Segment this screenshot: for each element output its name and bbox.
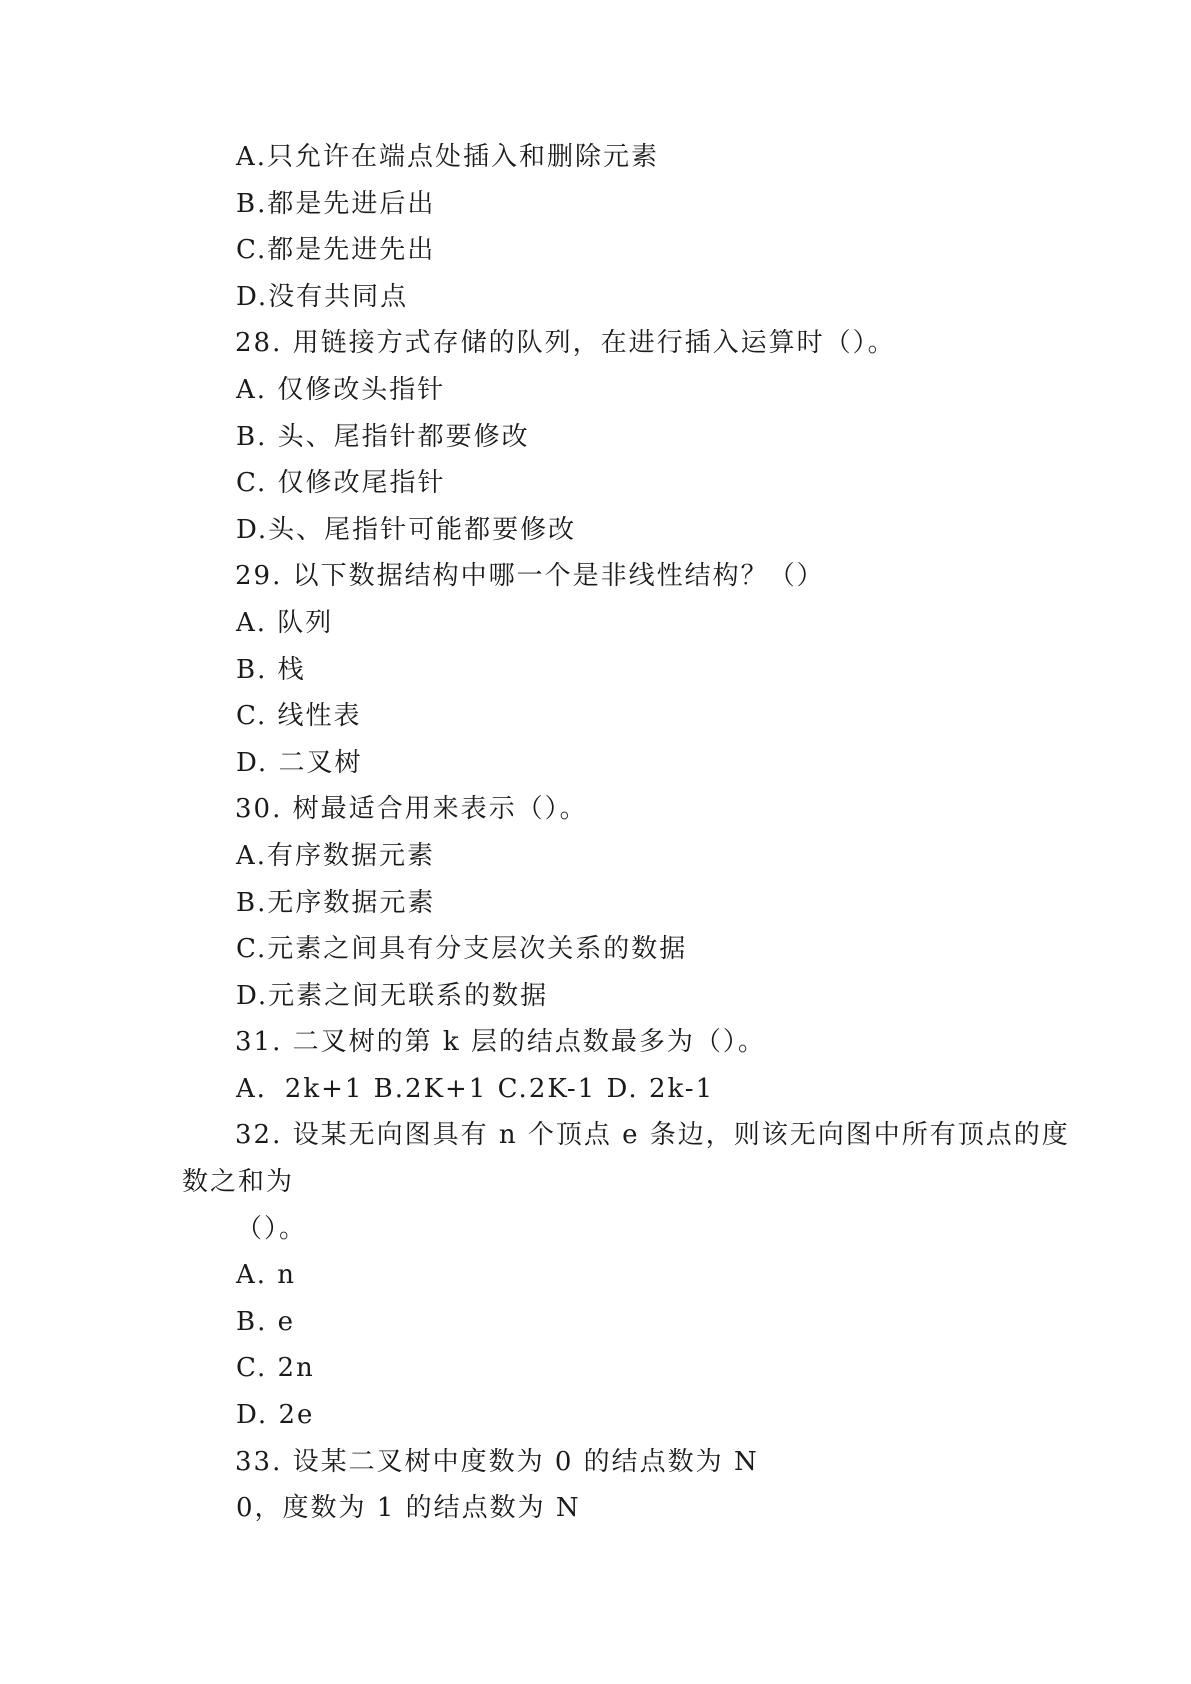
option-line: B. 头、尾指针都要修改	[236, 421, 530, 452]
option-line: A.有序数据元素	[236, 840, 436, 871]
option-line: C.元素之间具有分支层次关系的数据	[236, 934, 688, 965]
option-line: B.都是先进后出	[236, 188, 436, 219]
option-line: C. 2n	[236, 1353, 315, 1384]
answer-blank: （）。	[236, 1213, 308, 1244]
question-29: 29. 以下数据结构中哪一个是非线性结构？（）	[235, 561, 825, 592]
question-32-continuation: 数之和为	[182, 1167, 295, 1198]
option-line: A. 仅修改头指针	[236, 374, 446, 405]
question-list	[182, 134, 1070, 1532]
option-line: C. 线性表	[236, 701, 362, 732]
option-line: D.头、尾指针可能都要修改	[236, 514, 577, 545]
option-line: A. n	[236, 1260, 297, 1291]
option-line: A.只允许在端点处插入和删除元素	[236, 142, 660, 172]
option-line: B. e	[236, 1306, 296, 1337]
question-33-continuation: 0，度数为 1 的结点数为 N	[236, 1493, 581, 1524]
question-30: 30. 树最适合用来表示（）。	[235, 794, 588, 825]
option-line: D.没有共同点	[236, 281, 409, 312]
option-line: D.元素之间无联系的数据	[236, 980, 549, 1011]
option-line: C.都是先进先出	[236, 235, 436, 266]
question-31: 31. 二叉树的第 k 层的结点数最多为（）。	[235, 1027, 766, 1058]
option-line: A. 队列	[236, 607, 334, 638]
option-line: B.无序数据元素	[236, 887, 436, 918]
option-line: D. 二叉树	[236, 747, 363, 778]
question-33: 33. 设某二叉树中度数为 0 的结点数为 N	[235, 1446, 759, 1477]
option-line: D. 2e	[236, 1400, 315, 1431]
option-line: A．2k+1 B.2K+1 C.2K-1 D. 2k-1	[236, 1073, 715, 1104]
question-32: 32. 设某无向图具有 n 个顶点 e 条边，则该无向图中所有顶点的度	[235, 1120, 1070, 1151]
option-line: C. 仅修改尾指针	[236, 468, 446, 499]
option-line: B. 栈	[236, 654, 306, 685]
question-28: 28. 用链接方式存储的队列，在进行插入运算时（）。	[235, 328, 896, 359]
